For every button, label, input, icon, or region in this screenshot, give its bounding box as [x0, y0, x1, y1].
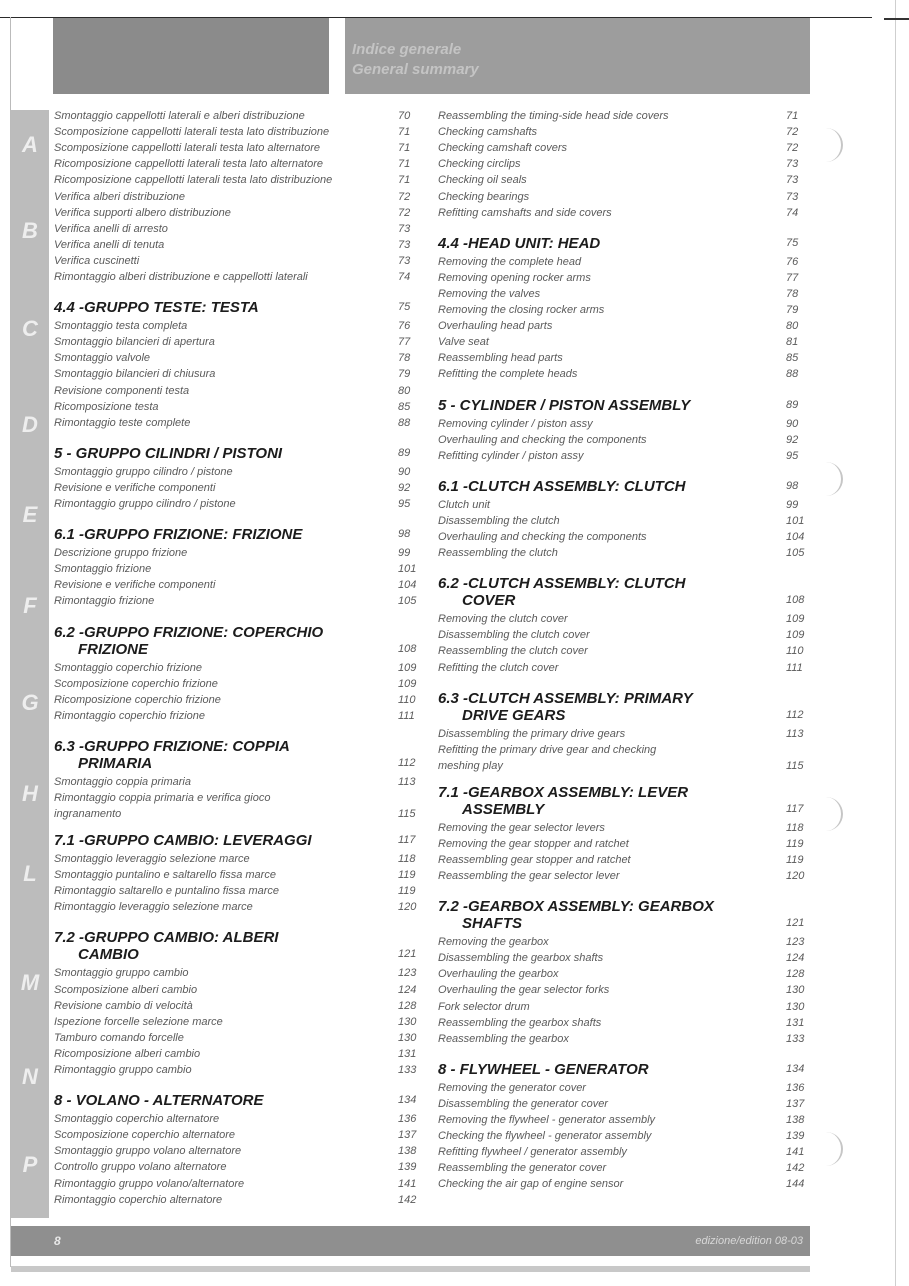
index-entry-page: 118	[398, 853, 416, 865]
index-entry-page: 70	[398, 110, 411, 122]
index-entry-page: 79	[786, 304, 799, 316]
index-entry-text: Verifica supporti albero distribuzione	[54, 206, 231, 219]
index-entry-text: Removing the generator cover	[438, 1081, 586, 1094]
index-entry-text: Rimontaggio gruppo volano/alternatore	[54, 1177, 245, 1190]
index-entry-page: 71	[398, 158, 411, 171]
section-heading: 5 - CYLINDER / PISTON ASSEMBLY	[438, 396, 691, 414]
section-tab-b: B	[22, 218, 38, 243]
index-entry-text: Ricomposizione cappellotti laterali testa lato alternatore	[54, 158, 324, 171]
index-entry-page: 105	[398, 595, 417, 608]
index-entry-text: Refitting the primary drive gear and checking	[438, 743, 657, 756]
index-entry-text: Disassembling the clutch	[438, 514, 560, 527]
section-tab-g: G	[21, 690, 39, 715]
index-entry-page: 119	[398, 885, 416, 898]
index-entry-page: 111	[398, 709, 415, 722]
index-entry-text: Overhauling and checking the components	[438, 531, 647, 543]
index-entry-page: 142	[786, 1162, 805, 1175]
index-entry-text: Rimontaggio coperchio frizione	[54, 709, 206, 722]
index-entry-page: 71	[398, 126, 411, 139]
index-entry-page: 131	[786, 1016, 805, 1029]
index-entry-page: 139	[398, 1161, 417, 1174]
index-entry-page: 77	[398, 336, 411, 349]
index-entry-page: 110	[786, 645, 804, 658]
index-entry-page: 119	[786, 837, 804, 850]
section-tab-a: A	[22, 132, 38, 157]
index-entry-page: 76	[398, 320, 411, 333]
section-tab-bar	[11, 110, 49, 1218]
index-entry-page: 80	[398, 384, 411, 397]
index-entry-page: 95	[786, 449, 799, 462]
index-entry-text: Removing the valves	[438, 287, 541, 300]
index-entry-text: Refitting camshafts and side covers	[438, 206, 612, 219]
index-entry-text: Overhauling head parts	[438, 320, 553, 333]
index-entry-page: 71	[398, 142, 411, 155]
section-heading: CAMBIO	[78, 946, 139, 964]
index-entry-page: 111	[786, 661, 803, 674]
section-heading: 6.2 -GRUPPO FRIZIONE: COPERCHIO	[54, 623, 324, 641]
index-entry-page: 110	[398, 693, 416, 706]
section-page-number: 134	[398, 1094, 417, 1107]
section-heading: 4.4 -GRUPPO TESTE: TESTA	[54, 299, 259, 317]
index-entry-page: 76	[786, 255, 799, 268]
index-entry-text: Reassembling head parts	[438, 352, 563, 365]
index-entry-text: Smontaggio coppia primaria	[54, 775, 191, 788]
index-entry-page: 130	[786, 1000, 805, 1013]
section-tab-p: P	[22, 1152, 38, 1177]
index-entry-text: Smontaggio bilancieri di chiusura	[54, 368, 216, 381]
index-entry-page: 109	[786, 613, 805, 626]
index-entry-page: 144	[786, 1178, 805, 1191]
index-entry-page: 104	[786, 531, 805, 543]
index-entry-text: Smontaggio coperchio alternatore	[54, 1113, 220, 1126]
index-entry-text: Controllo gruppo volano alternatore	[54, 1161, 227, 1174]
index-entry-text: Smontaggio leveraggio selezione marce	[54, 853, 250, 865]
index-entry-page: 71	[398, 174, 411, 187]
index-entry-text: Tamburo comando forcelle	[54, 1031, 184, 1044]
index-entry-text: Reassembling the generator cover	[438, 1162, 607, 1175]
index-entry-text: Smontaggio cappellotti laterali e alberi distribuzione	[54, 110, 305, 122]
index-entry-page: 113	[398, 775, 416, 788]
section-tab-d: D	[22, 412, 38, 437]
index-entry-text: Ricomposizione coperchio frizione	[54, 693, 221, 706]
index-entry-text: Disassembling the generator cover	[438, 1097, 608, 1110]
section-page-number: 121	[398, 948, 417, 961]
index-entry-text: Revisione cambio di velocità	[54, 999, 193, 1012]
index-entry-text: Removing cylinder / piston assy	[438, 417, 593, 430]
index-entry-page: 133	[786, 1032, 805, 1045]
index-entry-page: 109	[398, 677, 417, 690]
index-entry-page: 78	[398, 352, 411, 365]
section-heading: 7.1 -GRUPPO CAMBIO: LEVERAGGI	[54, 832, 312, 849]
section-page-number: 98	[398, 528, 411, 541]
index-entry-text: Checking the flywheel - generator assembly	[438, 1130, 652, 1143]
section-tab-l: L	[23, 861, 37, 886]
index-entry-text: Ispezione forcelle selezione marce	[54, 1015, 223, 1028]
index-entry-text: Refitting the complete heads	[438, 368, 578, 381]
index-entry-text: Rimontaggio gruppo cambio	[54, 1064, 192, 1076]
punch-hole-2	[823, 462, 843, 496]
section-heading: ASSEMBLY	[462, 800, 545, 818]
index-entry-text: Removing opening rocker arms	[438, 271, 591, 284]
page-right-edge	[895, 0, 896, 1286]
index-entry-text: Disassembling the gearbox shafts	[438, 952, 604, 965]
index-entry-text: Overhauling the gearbox	[438, 968, 559, 981]
section-tab-f: F	[23, 593, 37, 618]
index-entry-text: Refitting cylinder / piston assy	[438, 449, 584, 462]
index-entry-page: 80	[786, 320, 799, 333]
section-heading: 4.4 -HEAD UNIT: HEAD	[438, 234, 601, 252]
section-page-number: 89	[398, 446, 411, 459]
index-entry-text: Rimontaggio coperchio alternatore	[54, 1193, 223, 1206]
title-italian: Indice generale	[352, 41, 462, 58]
page-footer	[11, 1226, 810, 1256]
index-entry-text: Revisione e verifiche componenti	[54, 579, 216, 592]
index-entry-page: 92	[786, 433, 799, 446]
index-entry-text: Removing the closing rocker arms	[438, 304, 605, 316]
index-entry-page: 115	[786, 759, 804, 772]
index-entry-page: 104	[398, 579, 417, 592]
section-page-number: 134	[786, 1062, 805, 1075]
index-entry-page: 105	[786, 547, 805, 560]
index-entry-page: 123	[398, 967, 417, 980]
index-entry-text: Smontaggio gruppo cilindro / pistone	[54, 465, 233, 478]
index-entry-page: 139	[786, 1130, 805, 1143]
index-entry-page: 90	[786, 417, 799, 430]
index-entry-page: 85	[786, 352, 799, 365]
index-entry-page: 119	[786, 853, 804, 866]
index-entry-text: Verifica anelli di tenuta	[54, 238, 165, 251]
index-entry-text: Revisione e verifiche componenti	[54, 481, 216, 494]
section-heading: PRIMARIA	[78, 754, 153, 772]
section-heading: 8 - VOLANO - ALTERNATORE	[54, 1092, 264, 1110]
index-entry-text: Descrizione gruppo frizione	[54, 547, 188, 560]
punch-hole-3	[823, 797, 843, 831]
section-heading: 7.1 -GEARBOX ASSEMBLY: LEVER	[438, 783, 689, 801]
section-heading: COVER	[462, 592, 516, 610]
section-page-number: 112	[398, 756, 416, 769]
section-heading: 8 - FLYWHEEL - GENERATOR	[438, 1060, 649, 1078]
index-entry-text: Reassembling the gearbox shafts	[438, 1016, 602, 1029]
index-entry-text: Removing the complete head	[438, 255, 582, 268]
index-entry-text: Revisione componenti testa	[54, 384, 190, 397]
section-page-number: 117	[786, 802, 804, 815]
section-tab-e: E	[22, 502, 38, 527]
index-entry-text: Fork selector drum	[438, 1000, 530, 1013]
index-entry-page: 133	[398, 1064, 417, 1076]
index-entry-page: 72	[398, 206, 411, 219]
index-entry-text: ingranamento	[54, 808, 122, 820]
punch-hole-1	[823, 128, 843, 162]
index-entry-page: 81	[786, 336, 799, 349]
index-entry-text: Refitting flywheel / generator assembly	[438, 1146, 627, 1159]
index-entry-page: 90	[398, 465, 411, 478]
section-page-number: 108	[786, 594, 805, 607]
bottom-strip	[11, 1266, 810, 1272]
section-tab-n: N	[22, 1064, 38, 1089]
section-page-number: 75	[786, 236, 799, 249]
index-entry-text: Scomposizione alberi cambio	[54, 983, 198, 996]
index-entry-text: Smontaggio valvole	[54, 352, 151, 365]
index-entry-page: 72	[786, 126, 799, 139]
index-entry-text: Checking circlips	[438, 158, 521, 171]
index-entry-text: Rimontaggio gruppo cilindro / pistone	[54, 498, 236, 510]
section-heading: 6.3 -CLUTCH ASSEMBLY: PRIMARY	[438, 689, 693, 707]
index-entry-text: Reassembling the clutch	[438, 547, 558, 560]
index-entry-page: 99	[398, 547, 411, 560]
page-corner-mark	[884, 18, 909, 20]
index-entry-text: Rimontaggio coppia primaria e verifica gioco	[54, 792, 271, 804]
section-heading: 7.2 -GEARBOX ASSEMBLY: GEARBOX	[438, 898, 714, 916]
index-entry-text: Smontaggio frizione	[54, 563, 152, 576]
section-page-number: 112	[786, 708, 804, 721]
index-entry-text: Checking the air gap of engine sensor	[438, 1178, 624, 1191]
header-block-left	[53, 18, 329, 94]
index-entry-page: 101	[398, 563, 417, 576]
index-entry-text: Smontaggio testa completa	[54, 320, 188, 333]
index-entry-page: 128	[786, 968, 805, 981]
index-entry-text: Scomposizione cappellotti laterali testa lato alternatore	[54, 142, 320, 155]
index-entry-text: Overhauling the gear selector forks	[438, 984, 610, 997]
section-heading: 7.2 -GRUPPO CAMBIO: ALBERI	[54, 929, 279, 947]
section-tab-h: H	[22, 781, 38, 806]
index-entry-page: 73	[786, 190, 799, 203]
index-entry-page: 73	[398, 254, 411, 267]
index-entry-page: 77	[786, 271, 799, 284]
section-tab-m: M	[20, 970, 40, 995]
index-entry-text: Verifica anelli di arresto	[54, 222, 168, 235]
index-entry-page: 136	[786, 1081, 805, 1094]
index-entry-page: 88	[398, 416, 411, 429]
index-entry-text: Valve seat	[438, 336, 489, 349]
index-entry-text: Verifica alberi distribuzione	[54, 190, 186, 203]
index-entry-text: Reassembling the timing-side head side covers	[438, 110, 669, 122]
index-entry-page: 95	[398, 498, 411, 510]
index-entry-text: Checking camshafts	[438, 126, 538, 139]
index-entry-page: 73	[786, 158, 799, 171]
index-entry-text: Smontaggio puntalino e saltarello fissa marce	[54, 869, 276, 882]
index-entry-text: Scomposizione cappellotti laterali testa lato distribuzione	[54, 126, 330, 139]
index-entry-page: 118	[786, 821, 804, 834]
section-heading: 6.1 -CLUTCH ASSEMBLY: CLUTCH	[438, 477, 686, 495]
index-entry-text: Disassembling the primary drive gears	[438, 727, 626, 740]
index-entry-text: Rimontaggio saltarello e puntalino fissa marce	[54, 885, 280, 898]
index-entry-page: 113	[786, 727, 804, 740]
index-entry-page: 92	[398, 481, 411, 494]
section-heading: 6.3 -GRUPPO FRIZIONE: COPPIA	[54, 737, 290, 755]
section-heading: FRIZIONE	[78, 640, 148, 658]
index-entry-text: Checking bearings	[438, 190, 530, 203]
section-page-number: 117	[398, 834, 416, 846]
index-entry-text: Removing the gearbox	[438, 936, 549, 949]
section-page-number: 75	[398, 301, 411, 314]
index-entry-page: 79	[398, 368, 411, 381]
index-entry-text: Reassembling the clutch cover	[438, 645, 588, 658]
section-tab-c: C	[22, 316, 38, 341]
index-entry-page: 109	[786, 629, 805, 642]
index-entry-page: 119	[398, 869, 416, 882]
index-entry-text: Rimontaggio leveraggio selezione marce	[54, 901, 253, 914]
title-english: General summary	[352, 61, 479, 78]
index-entry-text: Removing the gear stopper and ratchet	[438, 837, 629, 850]
section-heading: DRIVE GEARS	[462, 706, 566, 724]
index-entry-text: Overhauling and checking the components	[438, 433, 647, 446]
index-entry-page: 85	[398, 400, 411, 413]
index-entry-text: Smontaggio gruppo volano alternatore	[54, 1145, 242, 1158]
index-entry-text: Removing the clutch cover	[438, 613, 568, 626]
index-entry-page: 88	[786, 368, 799, 381]
index-entry-text: Scomposizione coperchio frizione	[54, 677, 218, 690]
index-entry-page: 101	[786, 514, 805, 527]
section-page-number: 89	[786, 398, 799, 411]
index-entry-page: 72	[398, 190, 411, 203]
index-entry-page: 74	[786, 206, 799, 219]
index-entry-page: 130	[786, 984, 805, 997]
index-entry-text: Ricomposizione testa	[54, 400, 159, 413]
index-entry-text: Removing the flywheel - generator assembly	[438, 1114, 656, 1126]
index-entry-text: Removing the gear selector levers	[438, 821, 605, 834]
section-heading: 6.1 -GRUPPO FRIZIONE: FRIZIONE	[54, 526, 303, 544]
index-entry-page: 131	[398, 1047, 417, 1060]
index-entry-text: meshing play	[438, 759, 503, 772]
punch-hole-4	[823, 1132, 843, 1166]
index-entry-page: 136	[398, 1113, 417, 1126]
index-entry-page: 71	[786, 110, 799, 122]
index-entry-text: Rimontaggio teste complete	[54, 416, 191, 429]
index-entry-text: Ricomposizione cappellotti laterali testa lato distribuzione	[54, 174, 333, 187]
index-entry-page: 130	[398, 1015, 417, 1028]
index-entry-text: Ricomposizione alberi cambio	[54, 1047, 201, 1060]
index-entry-page: 137	[398, 1129, 417, 1142]
section-page-number: 108	[398, 642, 417, 655]
index-entry-text: Smontaggio bilancieri di apertura	[54, 336, 215, 349]
index-entry-page: 109	[398, 661, 417, 674]
index-entry-text: Rimontaggio alberi distribuzione e cappellotti laterali	[54, 271, 308, 283]
index-entry-page: 124	[786, 952, 805, 965]
index-entry-page: 99	[786, 498, 799, 511]
index-entry-page: 73	[398, 222, 411, 235]
index-entry-text: Clutch unit	[438, 498, 490, 511]
section-page-number: 121	[786, 917, 805, 930]
index-entry-text: Reassembling gear stopper and ratchet	[438, 853, 631, 866]
index-entry-text: Checking oil seals	[438, 174, 527, 187]
index-entry-page: 73	[398, 238, 411, 251]
index-entry-page: 138	[786, 1114, 805, 1126]
index-entry-page: 78	[786, 287, 799, 300]
index-entry-page: 120	[786, 870, 805, 882]
index-entry-page: 141	[398, 1177, 417, 1190]
index-entry-text: Verifica cuscinetti	[54, 254, 140, 267]
index-entry-text: Scomposizione coperchio alternatore	[54, 1129, 235, 1142]
index-entry-page: 130	[398, 1031, 417, 1044]
index-entry-page: 72	[786, 142, 799, 155]
index-entry-page: 120	[398, 901, 417, 914]
index-entry-page: 115	[398, 808, 416, 820]
index-entry-text: Checking camshaft covers	[438, 142, 567, 155]
index-entry-page: 141	[786, 1146, 805, 1159]
index-entry-page: 138	[398, 1145, 417, 1158]
index-entry-page: 128	[398, 999, 417, 1012]
index-entry-page: 123	[786, 936, 805, 949]
index-entry-text: Smontaggio gruppo cambio	[54, 967, 189, 980]
section-heading: 6.2 -CLUTCH ASSEMBLY: CLUTCH	[438, 575, 686, 593]
footer-edition: edizione/edition 08-03	[695, 1235, 803, 1247]
index-entry-page: 74	[398, 271, 411, 283]
index-entry-page: 124	[398, 983, 417, 996]
page-title	[352, 40, 479, 80]
index-entry-text: Reassembling the gearbox	[438, 1032, 569, 1045]
index-entry-text: Disassembling the clutch cover	[438, 629, 590, 642]
section-heading: 5 - GRUPPO CILINDRI / PISTONI	[54, 444, 283, 462]
index-entry-page: 73	[786, 174, 799, 187]
index-entry-text: Refitting the clutch cover	[438, 661, 559, 674]
footer-page-number: 8	[54, 1234, 61, 1248]
index-entry-text: Smontaggio coperchio frizione	[54, 661, 202, 674]
index-entry-page: 142	[398, 1193, 417, 1206]
index-entry-text: Rimontaggio frizione	[54, 595, 155, 608]
section-heading: SHAFTS	[462, 915, 522, 933]
index-entry-text: Reassembling the gear selector lever	[438, 870, 620, 882]
index-entry-page: 137	[786, 1097, 805, 1110]
section-page-number: 98	[786, 479, 799, 492]
